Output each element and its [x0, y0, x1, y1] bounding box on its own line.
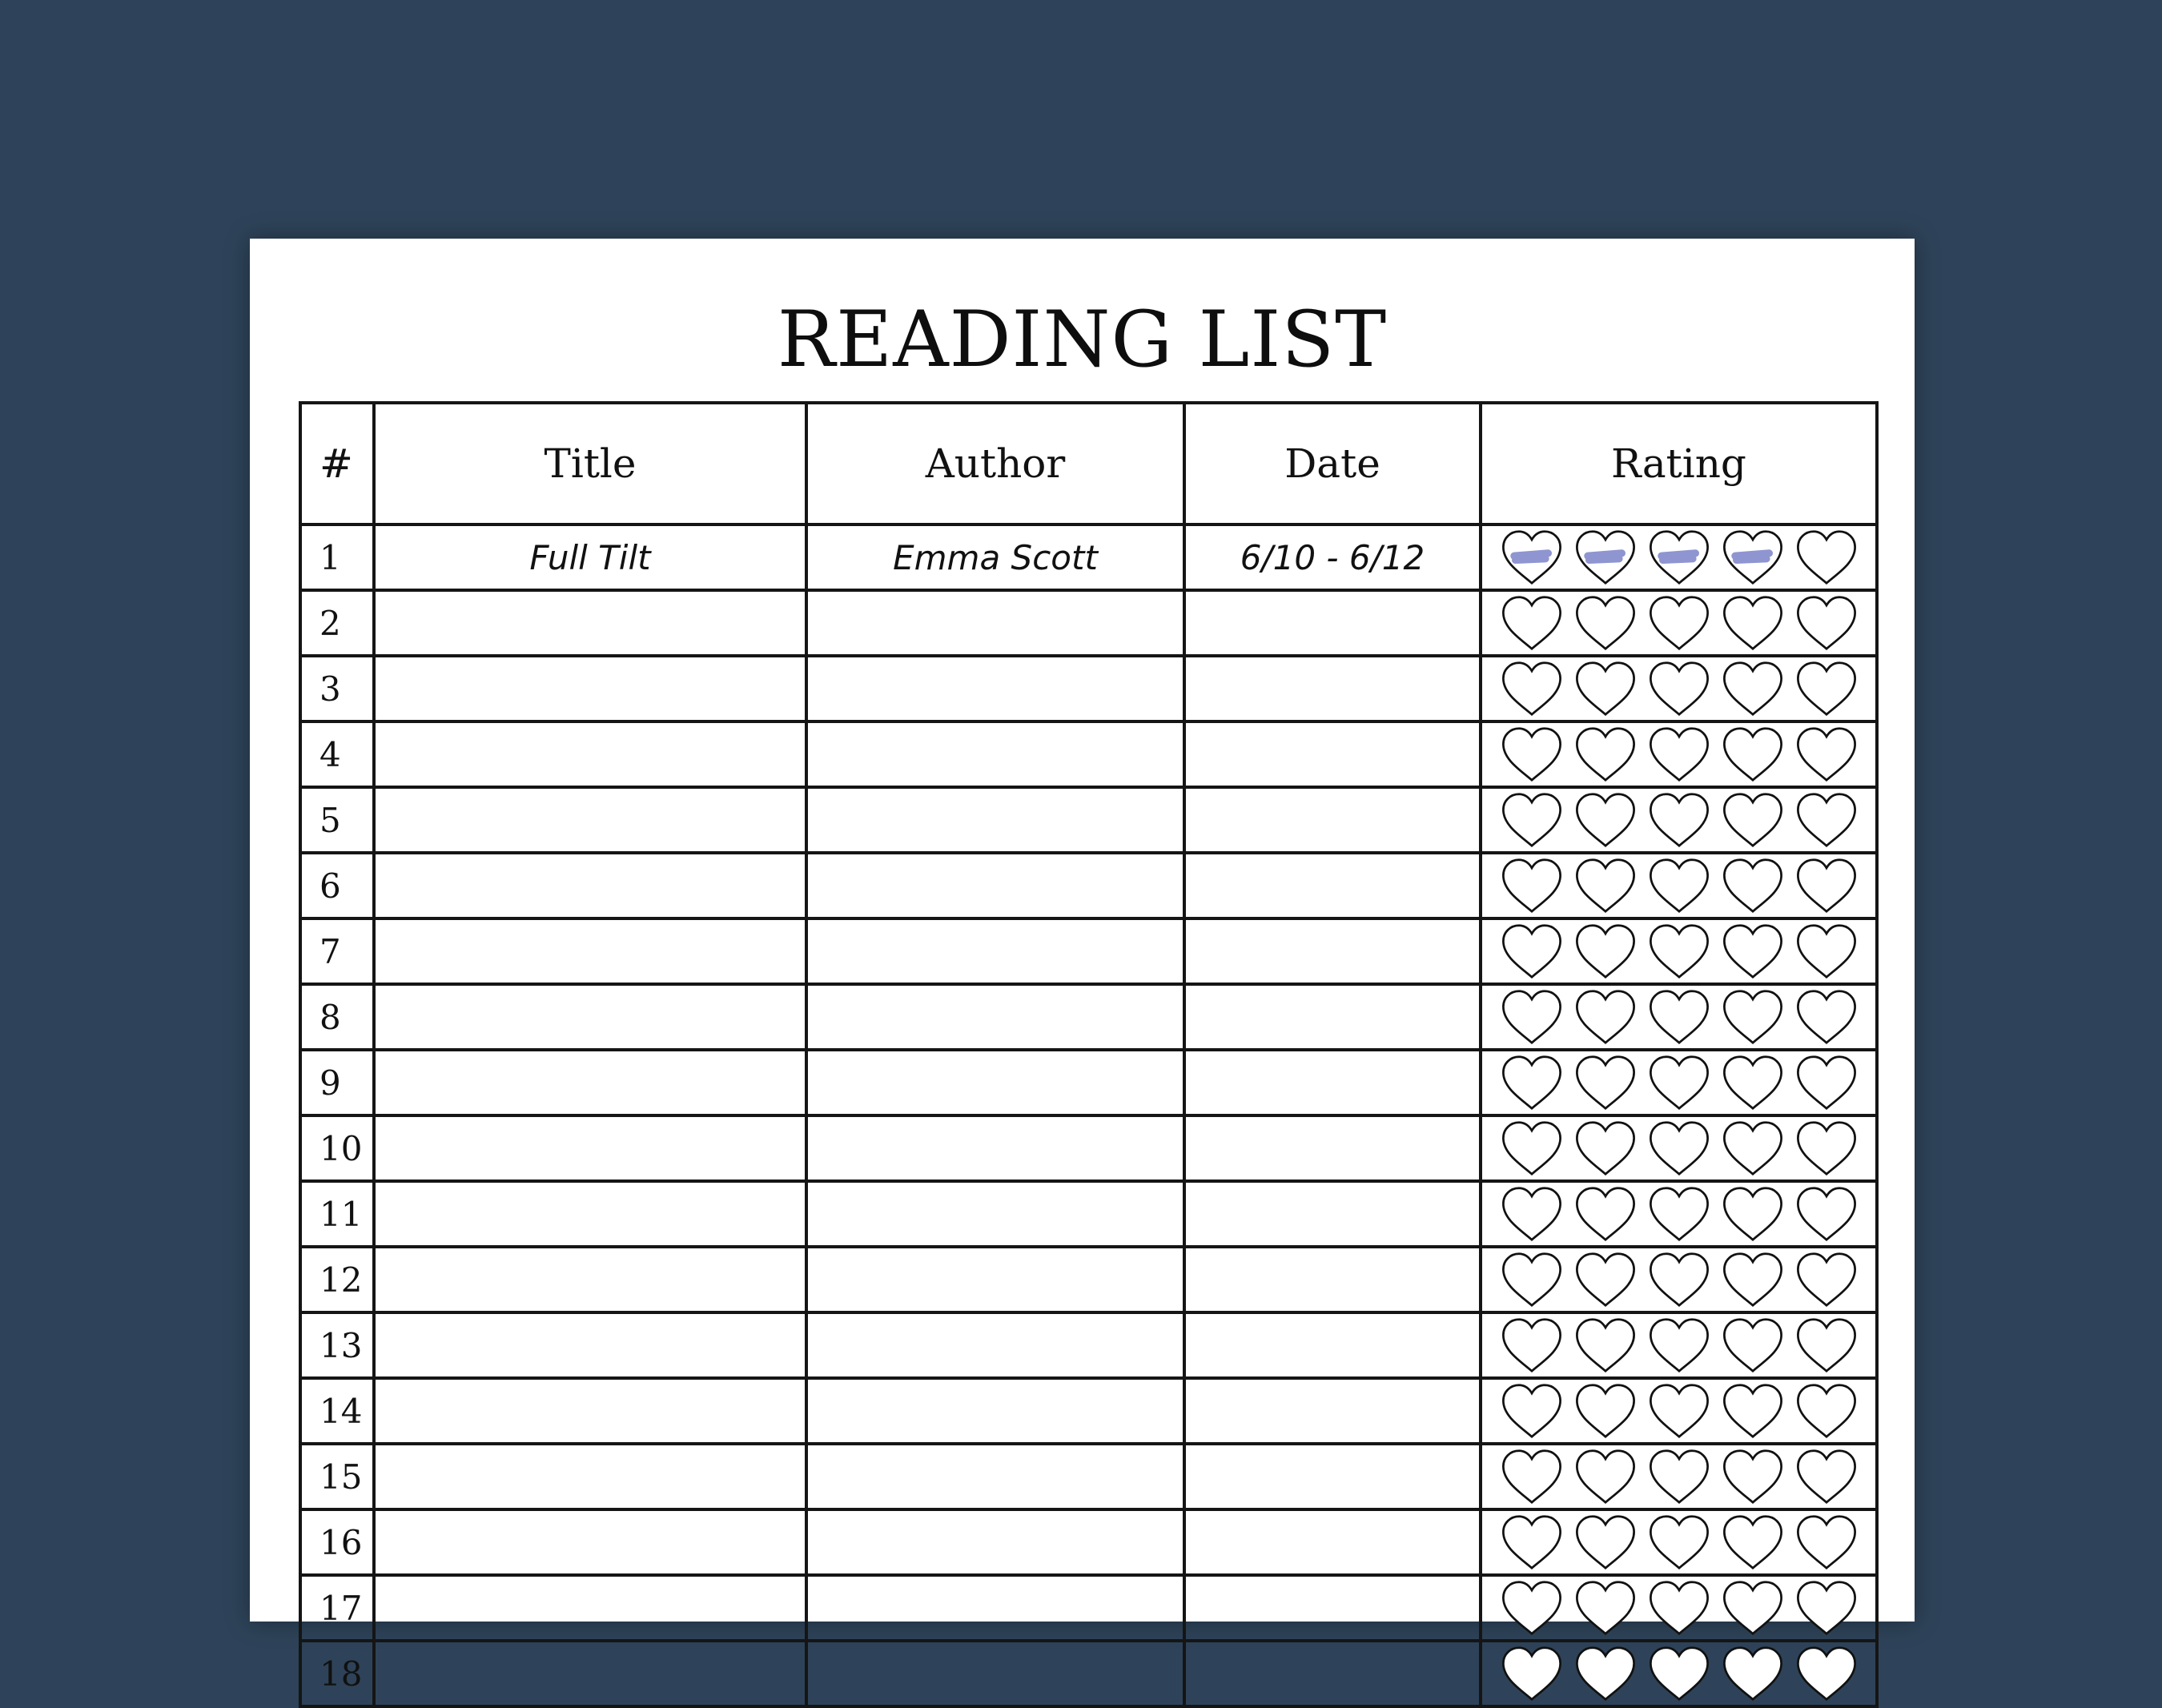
author-cell[interactable]: [806, 1378, 1184, 1444]
title-cell[interactable]: [374, 787, 806, 853]
heart-icon[interactable]: [1644, 986, 1714, 1048]
heart-icon[interactable]: [1791, 920, 1862, 983]
heart-icon[interactable]: [1570, 920, 1641, 983]
heart-icon[interactable]: [1644, 1248, 1714, 1311]
heart-icon[interactable]: [1718, 526, 1788, 589]
row-number: 2: [300, 590, 374, 656]
date-cell[interactable]: [1184, 1378, 1481, 1444]
heart-icon[interactable]: [1497, 1445, 1567, 1508]
heart-icon[interactable]: [1644, 1445, 1714, 1508]
heart-icon[interactable]: [1497, 1117, 1567, 1180]
table-row: [300, 1115, 1877, 1181]
title-cell[interactable]: [374, 1050, 806, 1115]
heart-icon[interactable]: [1570, 1183, 1641, 1245]
heart-icon[interactable]: [1791, 1445, 1862, 1508]
author-cell[interactable]: [806, 721, 1184, 787]
heart-icon[interactable]: [1791, 1051, 1862, 1114]
table-row: [300, 1181, 1877, 1247]
title-cell[interactable]: [374, 1378, 806, 1444]
table-row: [300, 721, 1877, 787]
title-cell[interactable]: [374, 1181, 806, 1247]
row-number: 12: [300, 1247, 374, 1312]
heart-highlight: [1734, 553, 1768, 560]
date-cell[interactable]: [1184, 1181, 1481, 1247]
table-row: [300, 656, 1877, 721]
table-row: [300, 1444, 1877, 1509]
date-cell[interactable]: [1184, 1115, 1481, 1181]
heart-icon[interactable]: [1791, 1380, 1862, 1442]
header-number: #: [300, 403, 374, 524]
rating-cell: [1481, 1641, 1877, 1706]
title-cell[interactable]: [374, 984, 806, 1050]
header-row: [300, 403, 1877, 524]
heart-icon[interactable]: [1718, 1642, 1788, 1705]
heart-icon[interactable]: [1718, 1445, 1788, 1508]
table-row: [300, 1050, 1877, 1115]
heart-icon[interactable]: [1644, 1117, 1714, 1180]
date-cell[interactable]: [1184, 853, 1481, 918]
table-row: [300, 1378, 1877, 1444]
heart-icon[interactable]: [1644, 526, 1714, 589]
rating-cell: [1481, 1444, 1877, 1509]
heart-icon[interactable]: [1570, 1380, 1641, 1442]
row-number: 8: [300, 984, 374, 1050]
heart-icon[interactable]: [1718, 1183, 1788, 1245]
row-number: 7: [300, 918, 374, 984]
heart-icon[interactable]: [1497, 1183, 1567, 1245]
heart-icon[interactable]: [1718, 986, 1788, 1048]
heart-icon[interactable]: [1644, 1183, 1714, 1245]
heart-icon[interactable]: [1791, 986, 1862, 1048]
heart-icon[interactable]: [1644, 789, 1714, 851]
row-number: 10: [300, 1115, 374, 1181]
table-row: [300, 590, 1877, 656]
heart-icon[interactable]: [1570, 1445, 1641, 1508]
date-cell[interactable]: [1184, 1444, 1481, 1509]
rating-cell: [1481, 656, 1877, 721]
title-cell[interactable]: [374, 721, 806, 787]
heart-icon[interactable]: [1497, 1248, 1567, 1311]
reading-list-page: [250, 239, 1915, 1694]
heart-icon[interactable]: [1791, 1314, 1862, 1376]
rating-cell: [1481, 721, 1877, 787]
heart-highlight: [1513, 553, 1547, 560]
heart-icon[interactable]: [1791, 1642, 1862, 1705]
row-number: 1: [300, 524, 374, 590]
heart-icon[interactable]: [1718, 789, 1788, 851]
heart-icon[interactable]: [1570, 1117, 1641, 1180]
title-cell[interactable]: [374, 1444, 806, 1509]
heart-icon[interactable]: [1497, 592, 1567, 654]
heart-icon[interactable]: [1791, 1577, 1862, 1639]
heart-icon[interactable]: [1718, 854, 1788, 917]
author-cell[interactable]: [806, 984, 1184, 1050]
title-cell[interactable]: Full Tilt: [374, 524, 806, 590]
heart-icon[interactable]: [1497, 1577, 1567, 1639]
heart-icon[interactable]: [1718, 1051, 1788, 1114]
table-row: [300, 918, 1877, 984]
heart-icon[interactable]: [1718, 1511, 1788, 1573]
heart-icon[interactable]: [1644, 1577, 1714, 1639]
author-cell[interactable]: [806, 590, 1184, 656]
date-cell[interactable]: [1184, 1641, 1481, 1706]
rating-cell: [1481, 787, 1877, 853]
author-cell[interactable]: [806, 1509, 1184, 1575]
row-number: 17: [300, 1575, 374, 1641]
header-rating: Rating: [1481, 403, 1877, 524]
date-cell[interactable]: [1184, 1575, 1481, 1641]
date-cell[interactable]: [1184, 1247, 1481, 1312]
heart-icon[interactable]: [1644, 854, 1714, 917]
table-row: [300, 1575, 1877, 1641]
title-cell[interactable]: [374, 656, 806, 721]
heart-icon[interactable]: [1570, 657, 1641, 720]
table-row: [300, 984, 1877, 1050]
table-row: [300, 1247, 1877, 1312]
header-author: Author: [806, 403, 1184, 524]
heart-icon[interactable]: [1497, 1642, 1567, 1705]
heart-icon[interactable]: [1570, 1511, 1641, 1573]
rating-cell: [1481, 590, 1877, 656]
date-cell[interactable]: [1184, 1312, 1481, 1378]
heart-icon[interactable]: [1570, 592, 1641, 654]
table-row: [300, 1312, 1877, 1378]
date-cell[interactable]: 6/10 - 6/12: [1184, 524, 1481, 590]
table-row: [300, 1641, 1877, 1706]
heart-highlight: [1661, 553, 1694, 560]
title-cell[interactable]: [374, 1312, 806, 1378]
rating-cell: [1481, 918, 1877, 984]
heart-icon[interactable]: [1644, 920, 1714, 983]
heart-icon[interactable]: [1497, 854, 1567, 917]
heart-icon[interactable]: [1791, 526, 1862, 589]
header-title: Title: [374, 403, 806, 524]
table-body: [300, 524, 1877, 1706]
heart-icon[interactable]: [1718, 723, 1788, 786]
heart-icon[interactable]: [1718, 920, 1788, 983]
date-cell[interactable]: [1184, 721, 1481, 787]
heart-icon[interactable]: [1644, 657, 1714, 720]
heart-icon[interactable]: [1644, 1642, 1714, 1705]
rating-cell: [1481, 1312, 1877, 1378]
heart-icon[interactable]: [1497, 1314, 1567, 1376]
heart-icon[interactable]: [1570, 789, 1641, 851]
title-cell[interactable]: [374, 1115, 806, 1181]
heart-icon[interactable]: [1497, 1051, 1567, 1114]
heart-icon[interactable]: [1497, 986, 1567, 1048]
heart-icon[interactable]: [1570, 526, 1641, 589]
table-row: [300, 853, 1877, 918]
heart-icon[interactable]: [1718, 592, 1788, 654]
heart-icon[interactable]: [1791, 789, 1862, 851]
author-cell[interactable]: Emma Scott: [806, 524, 1184, 590]
date-cell[interactable]: [1184, 1509, 1481, 1575]
author-cell[interactable]: [806, 787, 1184, 853]
row-number: 13: [300, 1312, 374, 1378]
heart-icon[interactable]: [1497, 723, 1567, 786]
row-number: 3: [300, 656, 374, 721]
heart-highlight: [1587, 553, 1621, 560]
title-cell[interactable]: [374, 590, 806, 656]
heart-icon[interactable]: [1497, 920, 1567, 983]
author-cell[interactable]: [806, 918, 1184, 984]
row-number: 5: [300, 787, 374, 853]
heart-icon[interactable]: [1570, 1248, 1641, 1311]
heart-icon[interactable]: [1791, 854, 1862, 917]
heart-icon[interactable]: [1570, 1314, 1641, 1376]
author-cell[interactable]: [806, 656, 1184, 721]
rating-cell: [1481, 984, 1877, 1050]
date-cell[interactable]: [1184, 787, 1481, 853]
heart-icon[interactable]: [1497, 526, 1567, 589]
title-cell[interactable]: [374, 1641, 806, 1706]
author-cell[interactable]: [806, 1247, 1184, 1312]
row-number: 4: [300, 721, 374, 787]
rating-cell: [1481, 1378, 1877, 1444]
title-cell[interactable]: [374, 853, 806, 918]
rating-cell: [1481, 853, 1877, 918]
table-row: [300, 524, 1877, 590]
heart-icon[interactable]: [1791, 1117, 1862, 1180]
heart-icon[interactable]: [1497, 657, 1567, 720]
heart-icon[interactable]: [1791, 723, 1862, 786]
rating-cell: [1481, 1050, 1877, 1115]
date-cell[interactable]: [1184, 984, 1481, 1050]
heart-icon[interactable]: [1718, 1117, 1788, 1180]
heart-icon[interactable]: [1570, 723, 1641, 786]
heart-icon[interactable]: [1570, 854, 1641, 917]
heart-icon[interactable]: [1570, 986, 1641, 1048]
heart-icon[interactable]: [1718, 1314, 1788, 1376]
heart-icon[interactable]: [1570, 1051, 1641, 1114]
author-cell[interactable]: [806, 1050, 1184, 1115]
heart-icon[interactable]: [1644, 592, 1714, 654]
row-number: 18: [300, 1641, 374, 1706]
table-row: [300, 787, 1877, 853]
table-row: [300, 1509, 1877, 1575]
heart-icon[interactable]: [1718, 1380, 1788, 1442]
row-number: 15: [300, 1444, 374, 1509]
title-cell[interactable]: [374, 918, 806, 984]
heart-icon[interactable]: [1791, 657, 1862, 720]
author-cell[interactable]: [806, 853, 1184, 918]
heart-icon[interactable]: [1644, 1314, 1714, 1376]
heart-icon[interactable]: [1718, 1577, 1788, 1639]
row-number: 9: [300, 1050, 374, 1115]
title-cell[interactable]: [374, 1247, 806, 1312]
heart-icon[interactable]: [1497, 1380, 1567, 1442]
heart-icon[interactable]: [1791, 1511, 1862, 1573]
heart-icon[interactable]: [1718, 657, 1788, 720]
author-cell[interactable]: [806, 1444, 1184, 1509]
row-number: 16: [300, 1509, 374, 1575]
row-number: 14: [300, 1378, 374, 1444]
rating-cell: [1481, 1575, 1877, 1641]
date-cell[interactable]: [1184, 656, 1481, 721]
row-number: 11: [300, 1181, 374, 1247]
heart-icon[interactable]: [1570, 1642, 1641, 1705]
heart-icon[interactable]: [1644, 1051, 1714, 1114]
header-date: Date: [1184, 403, 1481, 524]
row-number: 6: [300, 853, 374, 918]
heart-icon[interactable]: [1791, 1183, 1862, 1245]
rating-cell: [1481, 524, 1877, 590]
heart-icon[interactable]: [1497, 1511, 1567, 1573]
reading-list-table: [299, 401, 1879, 1708]
heart-icon[interactable]: [1570, 1577, 1641, 1639]
title-cell[interactable]: [374, 1509, 806, 1575]
author-cell[interactable]: [806, 1181, 1184, 1247]
rating-cell: [1481, 1509, 1877, 1575]
heart-icon[interactable]: [1644, 1511, 1714, 1573]
date-cell[interactable]: [1184, 918, 1481, 984]
author-cell[interactable]: [806, 1575, 1184, 1641]
date-cell[interactable]: [1184, 590, 1481, 656]
author-cell[interactable]: [806, 1115, 1184, 1181]
heart-icon[interactable]: [1497, 789, 1567, 851]
heart-icon[interactable]: [1644, 723, 1714, 786]
title-cell[interactable]: [374, 1575, 806, 1641]
page-title: READING LIST: [777, 295, 1388, 384]
rating-cell: [1481, 1181, 1877, 1247]
heart-icon[interactable]: [1644, 1380, 1714, 1442]
heart-icon[interactable]: [1718, 1248, 1788, 1311]
rating-cell: [1481, 1247, 1877, 1312]
author-cell[interactable]: [806, 1312, 1184, 1378]
date-cell[interactable]: [1184, 1050, 1481, 1115]
author-cell[interactable]: [806, 1641, 1184, 1706]
heart-icon[interactable]: [1791, 592, 1862, 654]
rating-cell: [1481, 1115, 1877, 1181]
heart-icon[interactable]: [1791, 1248, 1862, 1311]
